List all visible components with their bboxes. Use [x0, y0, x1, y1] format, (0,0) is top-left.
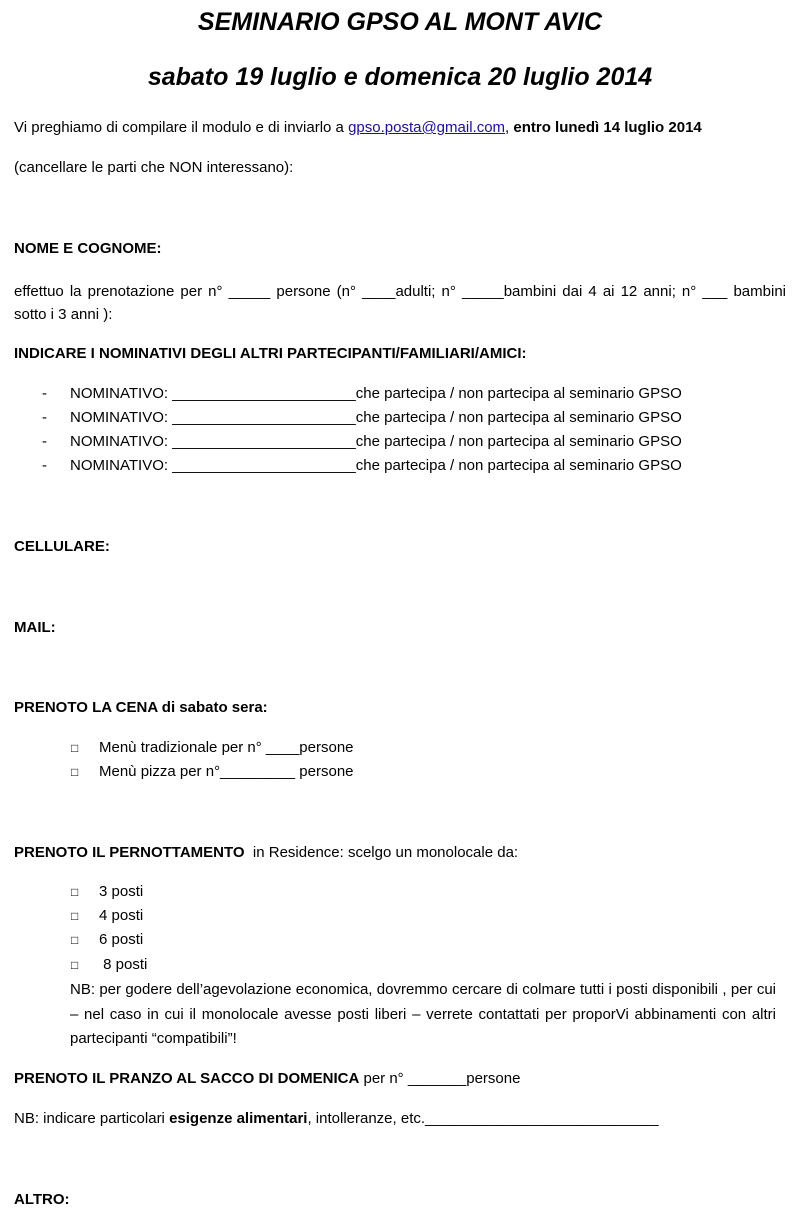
booking-text: effettuo la prenotazione per n° _____ persone (n° ____adulti; n° _____bambini dai 4 ai 12 anni; n° ___ bambini sotto i 3 anni ): [14, 283, 786, 323]
overnight-heading [14, 843, 518, 863]
participant-item: NOMINATIVO: ______________________che partecipa / non partecipa al seminario GPSO [70, 409, 682, 426]
intro-line [14, 118, 702, 138]
intro-note: (cancellare le parti che NON interessano): [14, 159, 294, 176]
dietary-bold: esigenze alimentari [169, 1110, 308, 1127]
checkbox-icon[interactable]: □ [71, 765, 79, 779]
checkbox-icon[interactable]: □ [71, 933, 79, 947]
checkbox-icon[interactable]: □ [71, 885, 79, 899]
participant-item: NOMINATIVO: ______________________che partecipa / non partecipa al seminario GPSO [70, 433, 682, 450]
room-option: 8 posti [99, 956, 148, 973]
lunch-heading-rest: per n° _______persone [359, 1070, 521, 1087]
checkbox-icon[interactable]: □ [71, 741, 79, 755]
dietary-note [14, 1109, 659, 1129]
overnight-note: NB: per godere dell’agevolazione economica, dovremmo cercare di colmare tutti i posti disponibili , per cui – nel caso in cui il monolocale avesse posti liberi – verrete contattati per proporVi abbinamenti con altri partecipanti “compatibili”! [70, 981, 776, 1047]
checkbox-icon[interactable]: □ [71, 909, 79, 923]
other-label: ALTRO: [14, 1191, 70, 1208]
deadline-text: entro lunedì 14 luglio 2014 [513, 119, 702, 136]
overnight-heading-bold: PRENOTO IL PERNOTTAMENTO [14, 844, 245, 861]
participants-heading: INDICARE I NOMINATIVI DEGLI ALTRI PARTECIPANTI/FAMILIARI/AMICI: [14, 345, 527, 362]
dietary-text: NB: indicare particolari [14, 1110, 170, 1127]
name-label: NOME E COGNOME: [14, 240, 162, 257]
page-subtitle: sabato 19 luglio e domenica 20 luglio 2014 [147, 63, 653, 91]
list-bullet: - [42, 385, 47, 402]
mail-label: MAIL: [14, 619, 56, 636]
intro-comma: , [505, 119, 514, 136]
list-bullet: - [42, 409, 47, 426]
list-bullet: - [42, 457, 47, 474]
room-option: 3 posti [99, 883, 144, 900]
checkbox-icon[interactable]: □ [71, 958, 79, 972]
room-option: 6 posti [99, 931, 144, 948]
participant-item: NOMINATIVO: ______________________che partecipa / non partecipa al seminario GPSO [70, 457, 682, 474]
lunch-heading [14, 1069, 520, 1089]
dinner-heading: PRENOTO LA CENA di sabato sera: [14, 699, 268, 716]
email-link[interactable]: gpso.posta@gmail.com [348, 119, 506, 136]
page-title: SEMINARIO GPSO AL MONT AVIC [197, 8, 603, 36]
list-bullet: - [42, 433, 47, 450]
phone-label: CELLULARE: [14, 538, 110, 555]
dinner-option: Menù pizza per n°_________ persone [99, 763, 354, 780]
lunch-heading-bold: PRENOTO IL PRANZO AL SACCO DI DOMENICA [14, 1070, 360, 1087]
participant-item: NOMINATIVO: ______________________che partecipa / non partecipa al seminario GPSO [70, 385, 682, 402]
overnight-heading-rest: in Residence: scelgo un monolocale da: [244, 844, 519, 861]
intro-text: Vi preghiamo di compilare il modulo e di inviarlo a [14, 119, 349, 136]
dinner-option: Menù tradizionale per n° ____persone [99, 739, 354, 756]
dietary-rest: , intolleranze, etc.____________________________ [307, 1110, 659, 1127]
room-option: 4 posti [99, 907, 144, 924]
